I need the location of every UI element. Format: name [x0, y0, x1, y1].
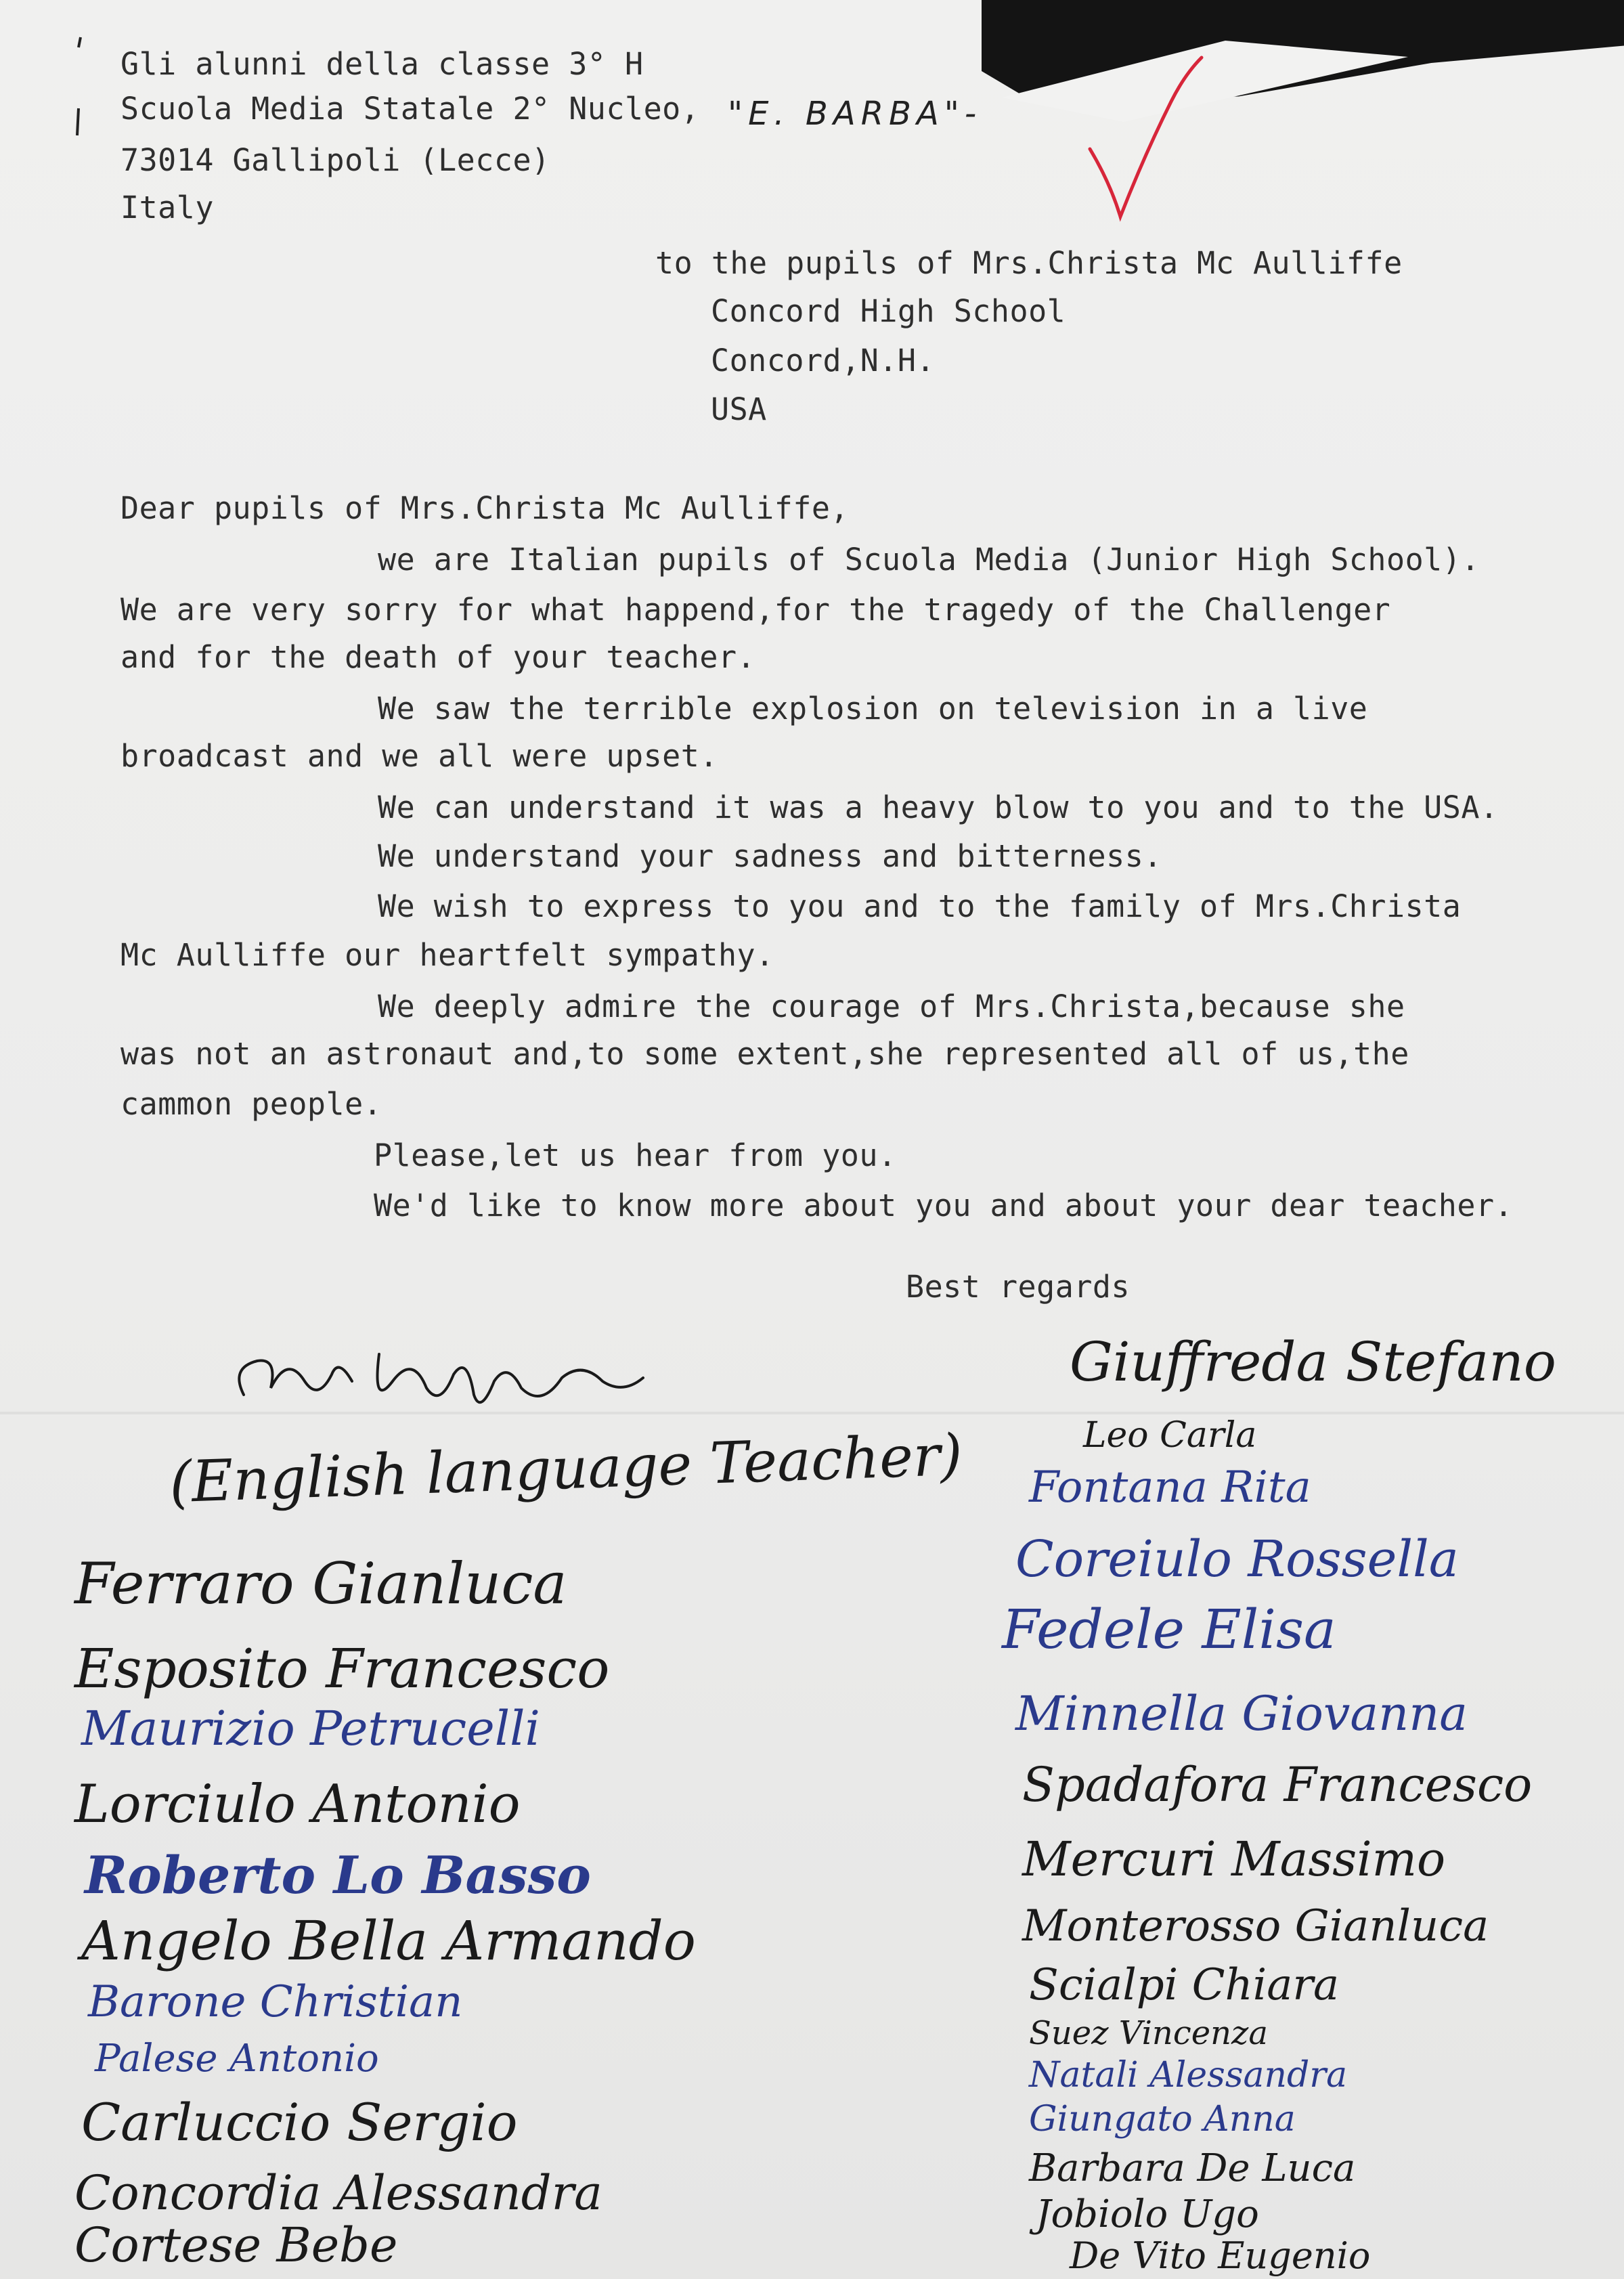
signature: Fontana Rita — [1029, 1462, 1311, 1513]
signature: Giungato Anna — [1029, 2099, 1296, 2140]
closing: Best regards — [906, 1269, 1131, 1305]
sender-line-1: Gli alunni della classe 3° H — [120, 46, 644, 82]
body-line: Mc Aulliffe our heartfelt sympathy. — [120, 937, 774, 973]
signature: Barone Christian — [88, 1977, 463, 2027]
sender-line-2: Scuola Media Statale 2° Nucleo, — [120, 91, 700, 127]
body-line: We can understand it was a heavy blow to you and to the USA. — [378, 789, 1499, 825]
body-line: and for the death of your teacher. — [120, 639, 756, 675]
body-line: We wish to express to you and to the family of Mrs.Christa — [378, 888, 1462, 924]
signature: Mercuri Massimo — [1022, 1831, 1446, 1887]
signature: Cortese Bebe — [74, 2217, 398, 2273]
body-line: broadcast and we all were upset. — [120, 738, 718, 774]
body-line: We understand your sadness and bitterness. — [378, 838, 1162, 874]
signature: Giuffreda Stefano — [1070, 1330, 1556, 1393]
body-line: cammon people. — [120, 1086, 382, 1122]
signature: Barbara De Luca — [1029, 2146, 1356, 2190]
teacher-note: (English language Teacher) — [168, 1421, 964, 1516]
signature: Suez Vincenza — [1029, 2014, 1268, 2052]
signature: Lorciulo Antonio — [74, 1774, 521, 1835]
signature: Esposito Francesco — [74, 1637, 610, 1700]
signature: Leo Carla — [1083, 1415, 1257, 1456]
body-line: We deeply admire the courage of Mrs.Christa,because she — [378, 989, 1405, 1024]
body-line: we are Italian pupils of Scuola Media (Junior High School). — [378, 542, 1480, 578]
body-line: We are very sorry for what happend,for the tragedy of the Challenger — [120, 592, 1391, 628]
signature: Carluccio Sergio — [81, 2092, 518, 2152]
recipient-line-1: to the pupils of Mrs.Christa Mc Aulliffe — [655, 245, 1403, 281]
signature: Monterosso Gianluca — [1022, 1901, 1489, 1951]
sender-line-3: 73014 Gallipoli (Lecce) — [120, 142, 550, 178]
recipient-line-2: Concord High School — [711, 293, 1066, 329]
body-line: We'd like to know more about you and about your dear teacher. — [374, 1188, 1514, 1223]
recipient-line-4: USA — [711, 391, 767, 427]
signature: Coreiulo Rossella — [1015, 1530, 1459, 1588]
signature: De Vito Eugenio — [1070, 2234, 1371, 2277]
school-name: "E. BARBA"- — [728, 95, 982, 133]
signature: Spadafora Francesco — [1022, 1757, 1533, 1813]
signature: Minnella Giovanna — [1015, 1686, 1468, 1741]
signature: Maurizio Petrucelli — [81, 1701, 540, 1756]
signature: Concordia Alessandra — [74, 2165, 602, 2221]
signature: Jobiolo Ugo — [1036, 2192, 1259, 2236]
margin-marks — [70, 34, 91, 142]
signature: Natali Alessandra — [1029, 2055, 1348, 2096]
red-checkmark-icon — [1083, 54, 1219, 230]
body-line: We saw the terrible explosion on television in a live — [378, 691, 1368, 726]
recipient-line-3: Concord,N.H. — [711, 343, 936, 378]
signature: Ferraro Gianluca — [74, 1550, 567, 1617]
body-line: was not an astronaut and,to some extent,she represented all of us,the — [120, 1036, 1409, 1072]
salutation: Dear pupils of Mrs.Christa Mc Aulliffe, — [120, 490, 850, 526]
signature: Roberto Lo Basso — [85, 1845, 591, 1905]
sender-line-4: Italy — [120, 190, 214, 225]
body-line: Please,let us hear from you. — [374, 1137, 897, 1173]
signature: Palese Antonio — [95, 2037, 379, 2081]
signature: Scialpi Chiara — [1029, 1960, 1340, 2010]
teacher-signature — [223, 1341, 657, 1422]
signature: Fedele Elisa — [1002, 1598, 1336, 1661]
signature: Angelo Bella Armando — [81, 1909, 696, 1972]
